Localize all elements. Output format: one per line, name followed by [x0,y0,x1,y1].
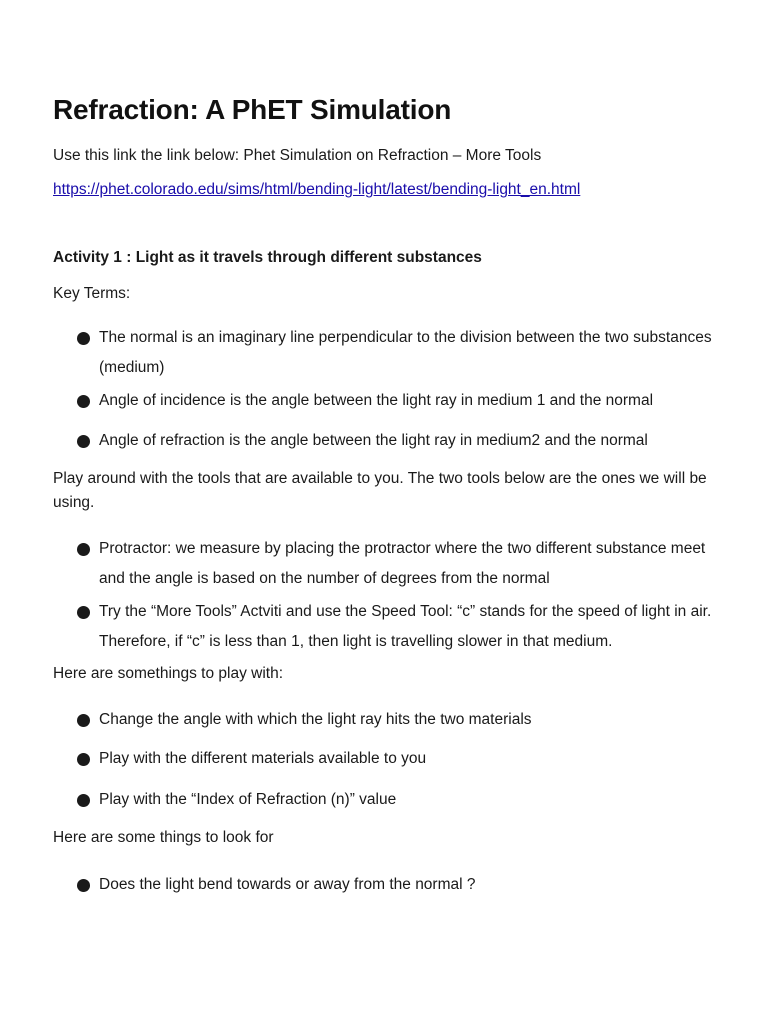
list-item-text: Play with the “Index of Refraction (n)” value [99,791,397,808]
key-terms-label: Key Terms: [53,285,131,302]
phet-link[interactable]: https://phet.colorado.edu/sims/html/bending-light/latest/bending-light_en.html [53,181,581,198]
list-item-text: Play with the different materials available to you [99,750,427,767]
bullet-icon [77,395,90,408]
bullet-icon [77,435,90,448]
bullet-icon [77,543,90,556]
list-item-text: Angle of refraction is the angle between the light ray in medium2 and the normal [99,432,648,449]
activity-heading: Activity 1 : Light as it travels through different substances [53,249,482,266]
look-for-label: Here are some things to look for [53,829,274,846]
document-page [53,0,733,1024]
bullet-icon [77,714,90,727]
bullet-icon [77,332,90,345]
intro-text: Use this link the link below: Phet Simulation on Refraction – More Tools [53,147,542,164]
list-item-text: Try the “More Tools” Actviti and use the Speed Tool: “c” stands for the speed of light in air. Therefore, if “c” is less than 1, then light is travelling slower in that medium. [99,603,712,650]
play-with-label: Here are somethings to play with: [53,665,284,682]
page-title: Refraction: A PhET Simulation [53,94,452,125]
bullet-icon [77,606,90,619]
bullet-icon [77,794,90,807]
bullet-icon [77,753,90,766]
list-item-text: Change the angle with which the light ray hits the two materials [99,711,532,728]
list-item-text: Angle of incidence is the angle between the light ray in medium 1 and the normal [99,392,654,409]
play-paragraph: Play around with the tools that are available to you. The two tools below are the ones we will be using. [53,470,707,511]
list-item-text: Does the light bend towards or away from the normal ? [99,876,476,893]
list-item-text: The normal is an imaginary line perpendicular to the division between the two substances (medium) [99,329,712,376]
list-item-text: Protractor: we measure by placing the protractor where the two different substance meet and the angle is based on the number of degrees from the normal [99,540,706,587]
bullet-icon [77,879,90,892]
